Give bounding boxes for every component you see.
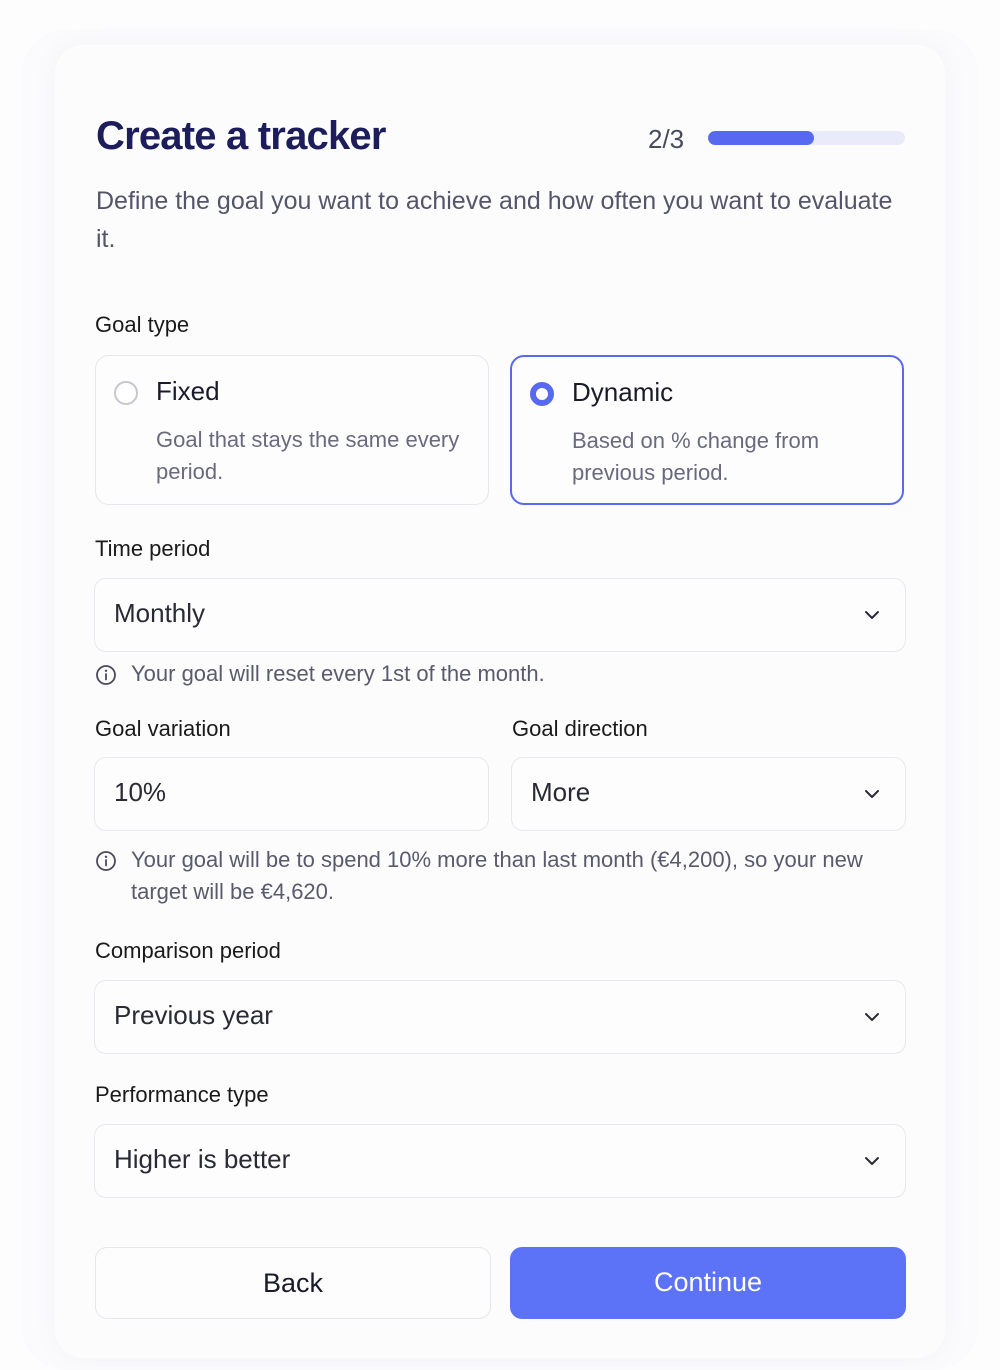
page-title: Create a tracker (96, 114, 386, 158)
hint-text: Your goal will be to spend 10% more than last month (€4,200), so your new target will be €4,620. (131, 847, 863, 904)
chevron-down-icon (861, 1150, 883, 1172)
time-period-value: Monthly (114, 598, 206, 628)
chevron-down-icon (861, 604, 883, 626)
goal-variation-label: Goal variation (95, 716, 231, 741)
progress-fill (708, 131, 814, 145)
time-period-label: Time period (95, 536, 211, 561)
step-indicator: 2/3 (648, 124, 685, 154)
goal-direction-label: Goal direction (512, 716, 648, 741)
goal-direction-value: More (531, 777, 591, 807)
header (96, 114, 906, 164)
goal-variation-hint (95, 844, 895, 912)
goal-direction-select[interactable] (511, 757, 906, 831)
option-description: Based on % change from previous period. (572, 428, 820, 485)
goal-type-option-fixed[interactable] (95, 355, 489, 505)
comparison-period-value: Previous year (114, 1000, 273, 1030)
back-button[interactable]: Back (95, 1247, 491, 1319)
option-title: Dynamic (572, 377, 674, 407)
chevron-down-icon (861, 783, 883, 805)
goal-type-label: Goal type (95, 312, 190, 337)
goal-variation-input[interactable] (94, 757, 489, 831)
info-icon (95, 850, 117, 872)
hint-text: Your goal will reset every 1st of the month. (131, 661, 545, 686)
time-period-select[interactable] (94, 578, 906, 652)
comparison-period-select[interactable] (94, 980, 906, 1054)
performance-type-select[interactable] (94, 1124, 906, 1198)
comparison-period-label: Comparison period (95, 938, 281, 963)
performance-type-value: Higher is better (114, 1144, 291, 1174)
radio-button[interactable] (530, 382, 554, 406)
chevron-down-icon (861, 1006, 883, 1028)
option-title: Fixed (156, 376, 220, 406)
option-description: Goal that stays the same every period. (156, 427, 460, 484)
goal-type-option-dynamic[interactable] (510, 355, 904, 505)
time-period-hint (95, 658, 895, 692)
goal-variation-value: 10% (114, 777, 167, 807)
continue-button[interactable]: Continue (510, 1247, 906, 1319)
page-subtitle: Define the goal you want to achieve and how often you want to evaluate it. (96, 187, 893, 253)
info-icon (95, 664, 117, 686)
performance-type-label: Performance type (95, 1082, 269, 1107)
radio-button[interactable] (114, 381, 138, 405)
progress-bar (708, 131, 905, 145)
